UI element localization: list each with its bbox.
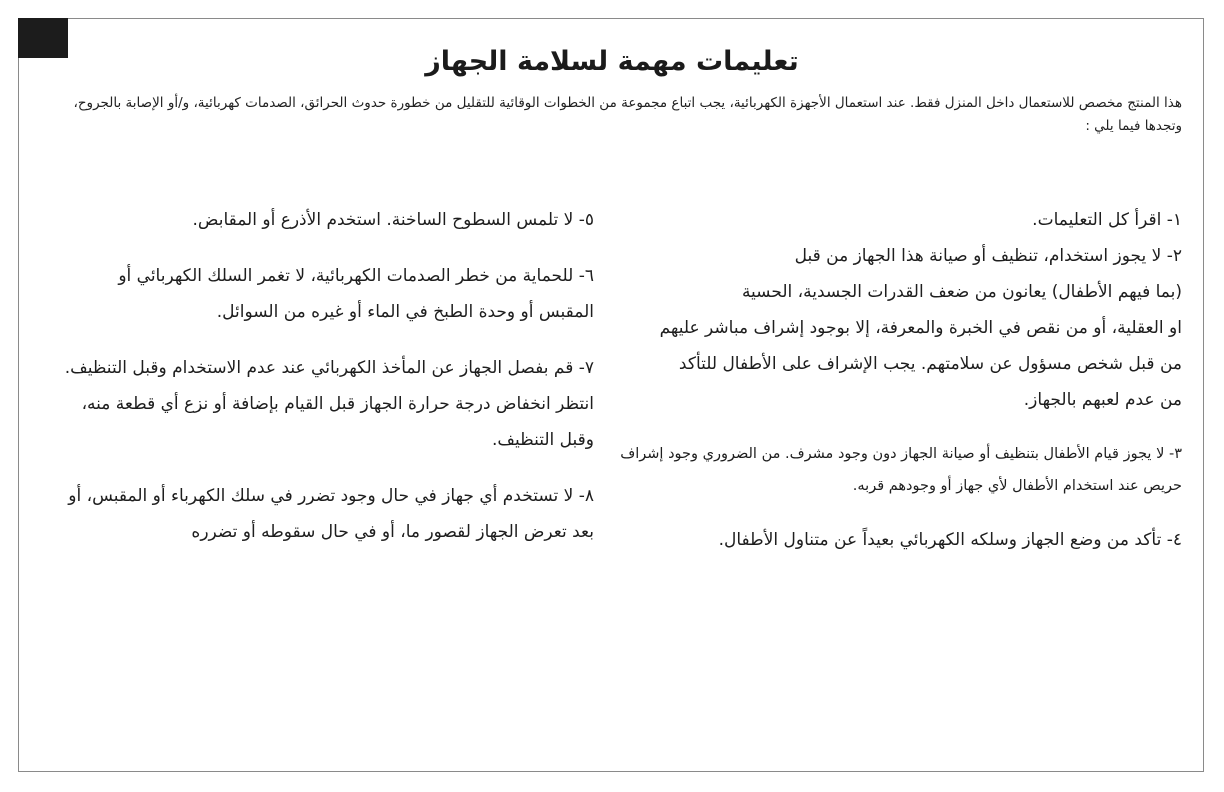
- instruction-6: ٦- للحماية من خطر الصدمات الكهربائية، لا تغمر السلك الكهربائي أو المقبس أو وحدة الطبخ في الماء أو غيره من السوائل.: [118, 266, 594, 322]
- page-title: تعليمات مهمة لسلامة الجهاز: [425, 46, 799, 77]
- instruction-2: [620, 238, 1182, 418]
- instruction-2-line: من قبل شخص مسؤول عن سلامتهم. يجب الإشراف على الأطفال للتأكد: [678, 354, 1182, 374]
- instruction-2-line: (بما فيهم الأطفال) يعانون من ضعف القدرات الجسدية، الحسية: [741, 282, 1182, 302]
- instruction-5: ٥- لا تلمس السطوح الساخنة. استخدم الأذرع أو المقابض.: [192, 210, 594, 230]
- instruction-1: ١- اقرأ كل التعليمات.: [1032, 210, 1182, 230]
- instruction-4: ٤- تأكد من وضع الجهاز وسلكه الكهربائي بعيداً عن متناول الأطفال.: [718, 530, 1182, 550]
- instruction-8: ٨- لا تستخدم أي جهاز في حال وجود تضرر في سلك الكهرباء أو المقبس، أو بعد تعرض الجهاز لقصور ما، أو في حال سقوطه أو تضرره: [68, 486, 594, 542]
- instruction-2-line: او العقلية، أو من نقص في الخبرة والمعرفة، إلا بوجود إشراف مباشر عليهم: [659, 318, 1182, 338]
- instruction-2-line: من عدم لعبهم بالجهاز.: [1023, 390, 1182, 410]
- instruction-2-line: ٢- لا يجوز استخدام، تنظيف أو صيانة هذا الجهاز من قبل: [794, 246, 1182, 266]
- intro-paragraph: هذا المنتج مخصص للاستعمال داخل المنزل فقط. عند استعمال الأجهزة الكهربائية، يجب اتباع مجموعة من الخطوات الوقائية للتقليل من خطورة حدوث الحرائق، الصدمات كهربائية، و/أو الإصابة بالجروح، وتجدها فيما يلي :: [73, 95, 1182, 134]
- instruction-7: ٧- قم بفصل الجهاز عن المأخذ الكهربائي عند عدم الاستخدام وقبل التنظيف. انتظر انخفاض درجة حرارة الجهاز قبل القيام بإضافة أو نزع أي قطعة منه، وقبل التنظيف.: [64, 358, 594, 450]
- instruction-3: ٣- لا يجوز قيام الأطفال بتنظيف أو صيانة الجهاز دون وجود مشرف. من الضروري وجود إشراف حريص عند استخدام الأطفال لأي جهاز أو وجودهم قربه.: [620, 446, 1182, 494]
- instructions-left-column: [64, 202, 594, 550]
- instructions-right-column: [620, 202, 1182, 558]
